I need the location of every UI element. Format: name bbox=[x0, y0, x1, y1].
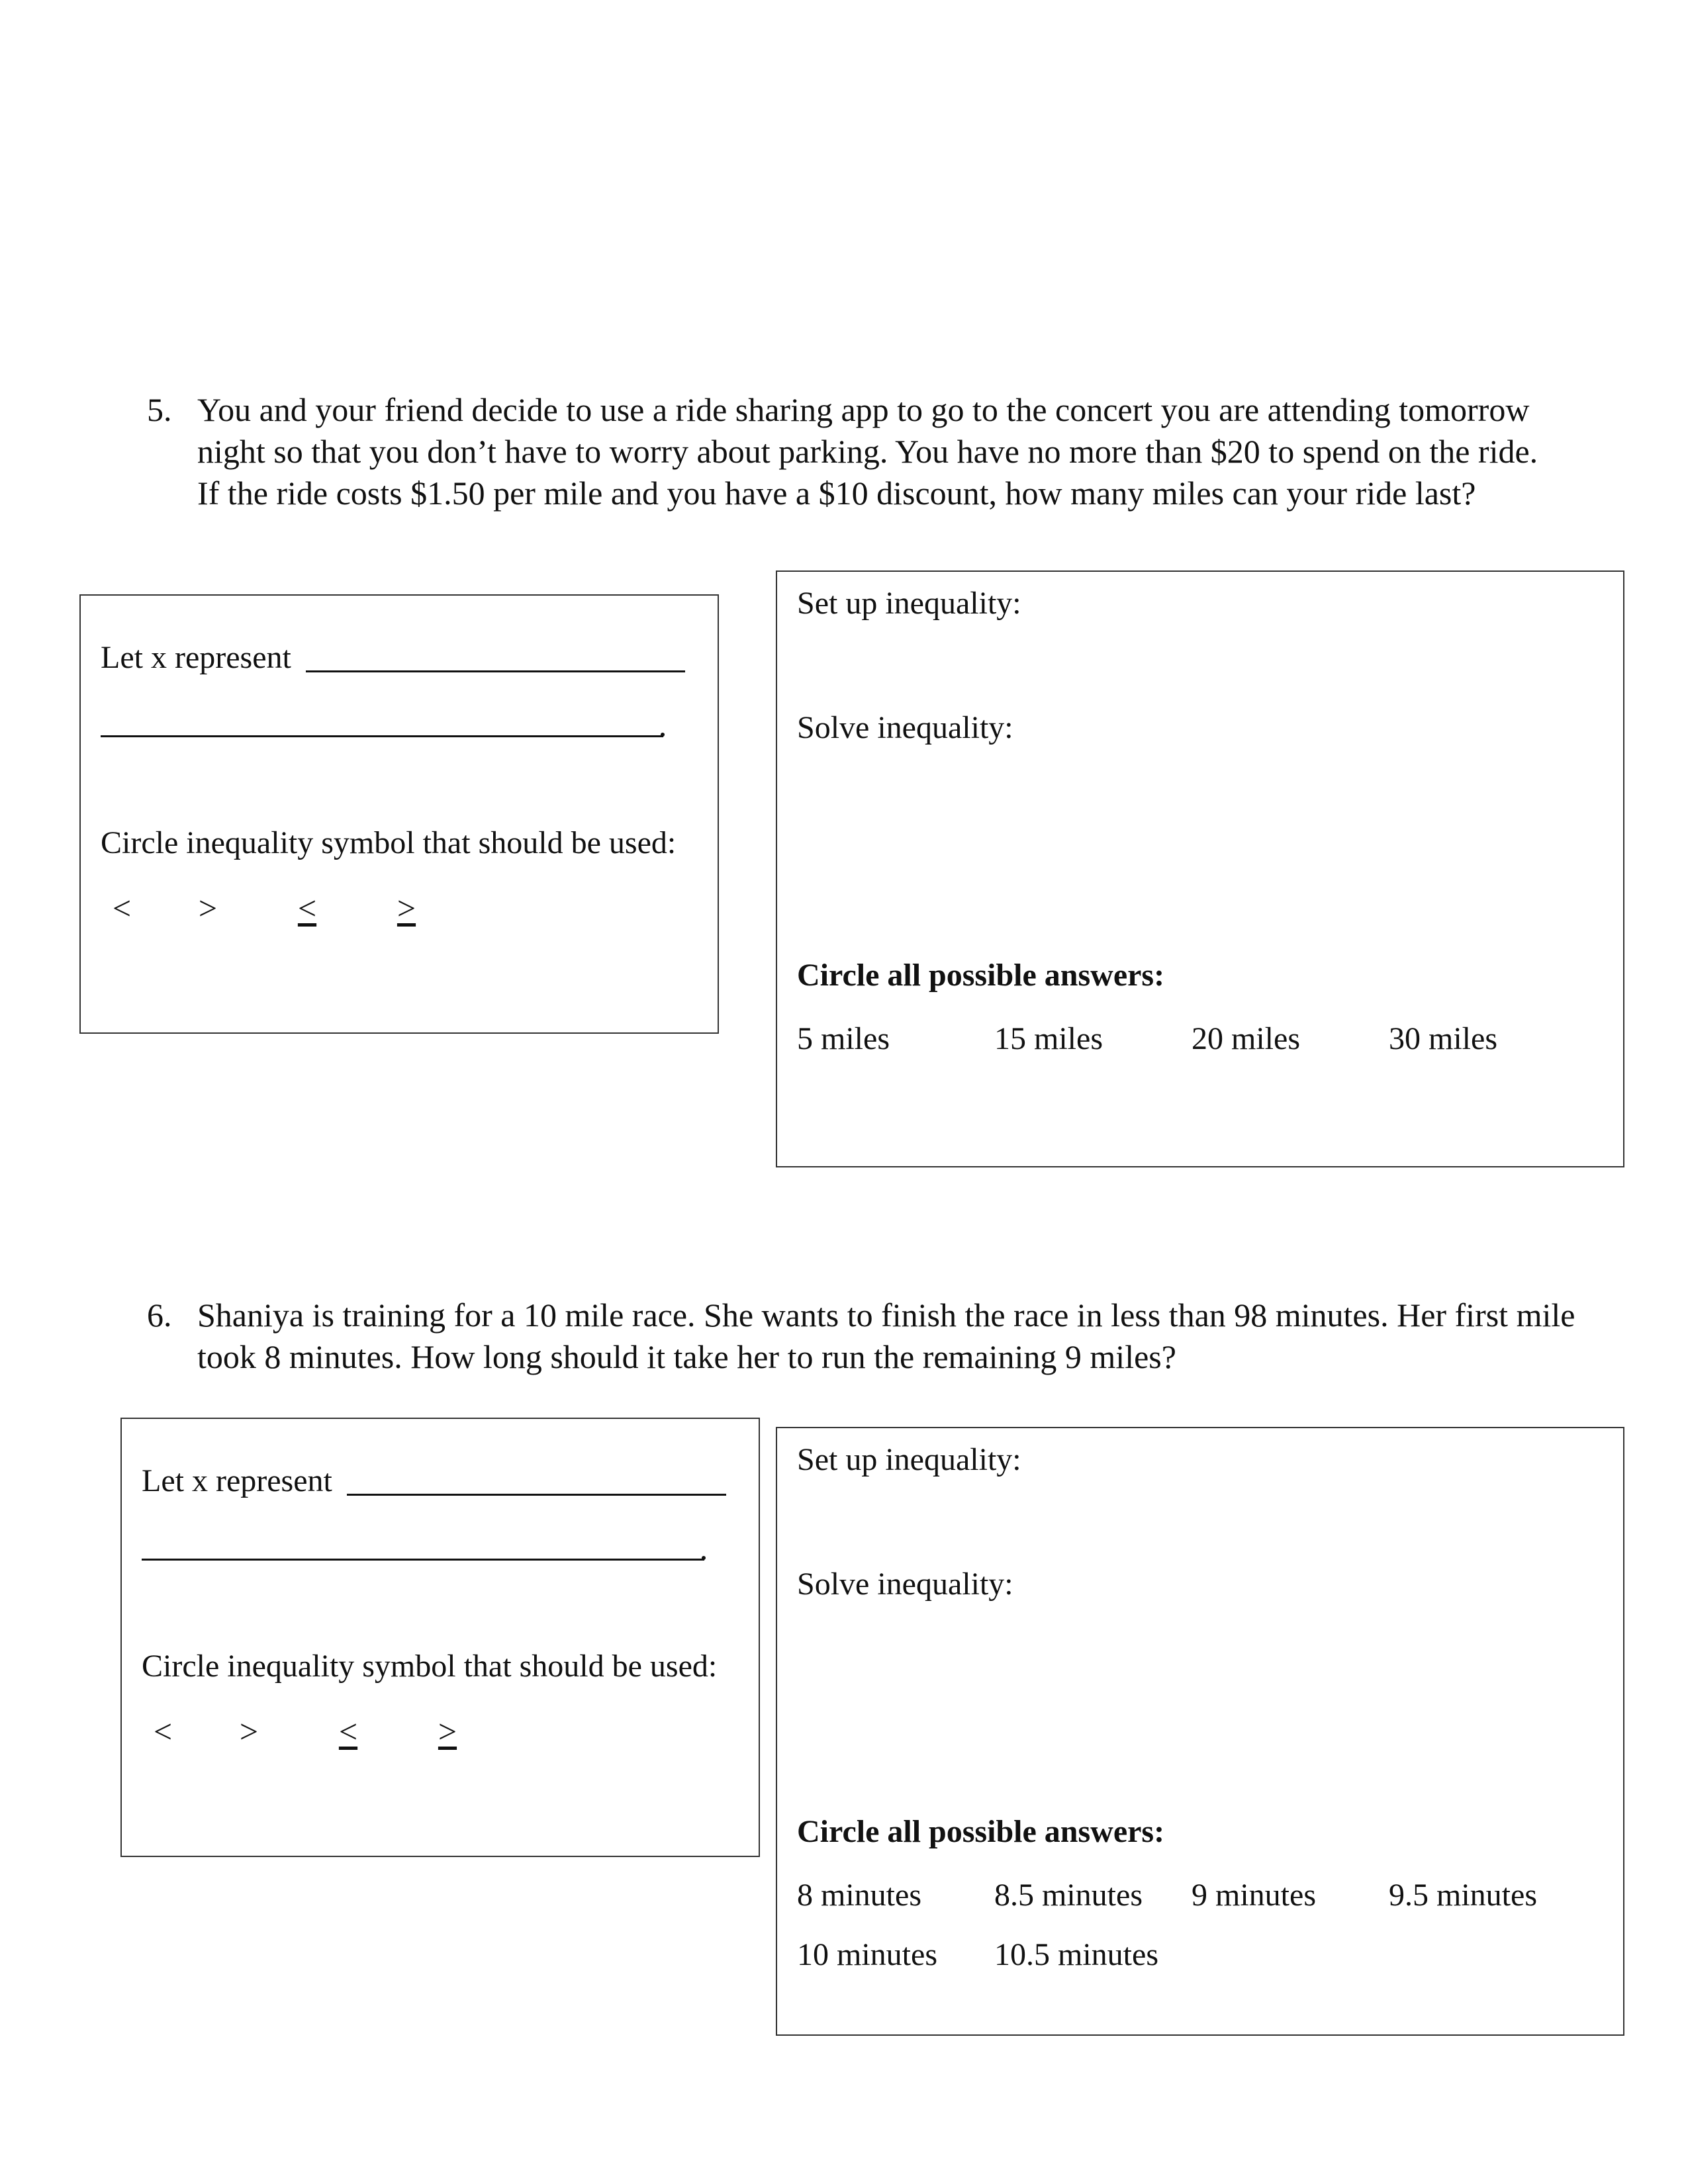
less-than-symbol[interactable]: < bbox=[112, 889, 132, 927]
answer-option[interactable]: 9.5 minutes bbox=[1389, 1878, 1537, 1913]
less-than-or-equal-symbol[interactable]: < bbox=[297, 889, 317, 927]
answer-option[interactable]: 8.5 minutes bbox=[994, 1878, 1143, 1913]
question-6 bbox=[147, 1295, 1581, 1378]
q6-variable-box bbox=[120, 1418, 760, 1857]
period-dot bbox=[702, 1556, 706, 1560]
circle-symbol-label: Circle inequality symbol that should be used: bbox=[142, 1649, 718, 1684]
circle-symbol-label: Circle inequality symbol that should be used: bbox=[101, 825, 677, 860]
period-dot bbox=[661, 733, 665, 737]
answer-line[interactable] bbox=[101, 735, 663, 737]
question-5 bbox=[147, 389, 1554, 514]
answer-option[interactable]: 9 minutes bbox=[1192, 1878, 1316, 1913]
question-text: You and your friend decide to use a ride sharing app to go to the concert you are attending tomorrow night so that you don’t have to worry about parking. You have no more than $20 to spend on the ride. If the ride costs $1.50 per mile and you have a $10 discount, how many miles can your ride last? bbox=[197, 391, 1538, 512]
answer-option[interactable]: 10.5 minutes bbox=[994, 1937, 1158, 1972]
question-number: 5. bbox=[147, 391, 172, 428]
let-x-label: Let x represent bbox=[142, 1463, 332, 1498]
question-text: Shaniya is training for a 10 mile race. She wants to finish the race in less than 98 minutes. Her first mile took 8 minutes. How long should it take her to run the remaining 9 miles? bbox=[197, 1297, 1575, 1375]
answer-line[interactable] bbox=[306, 670, 685, 672]
answer-option[interactable]: 15 miles bbox=[994, 1021, 1103, 1056]
greater-than-or-equal-symbol[interactable]: > bbox=[397, 889, 416, 927]
answer-option[interactable]: 20 miles bbox=[1192, 1021, 1300, 1056]
q5-variable-box bbox=[79, 594, 719, 1034]
answer-option[interactable]: 8 minutes bbox=[797, 1878, 921, 1913]
answer-option[interactable]: 30 miles bbox=[1389, 1021, 1497, 1056]
less-than-symbol[interactable]: < bbox=[153, 1713, 173, 1750]
answers-label: Circle all possible answers: bbox=[797, 1814, 1165, 1849]
answer-option[interactable]: 10 minutes bbox=[797, 1937, 937, 1972]
q6-work-box bbox=[776, 1427, 1624, 2036]
let-x-label: Let x represent bbox=[101, 640, 291, 675]
greater-than-symbol[interactable]: > bbox=[239, 1713, 259, 1750]
answer-option[interactable]: 5 miles bbox=[797, 1021, 890, 1056]
setup-label: Set up inequality: bbox=[797, 1442, 1021, 1477]
solve-label: Solve inequality: bbox=[797, 1567, 1013, 1602]
question-number: 6. bbox=[147, 1297, 172, 1334]
greater-than-symbol[interactable]: > bbox=[198, 889, 218, 927]
q5-work-box bbox=[776, 570, 1624, 1167]
solve-label: Solve inequality: bbox=[797, 710, 1013, 745]
answers-label: Circle all possible answers: bbox=[797, 958, 1165, 993]
answer-line[interactable] bbox=[347, 1494, 726, 1496]
greater-than-or-equal-symbol[interactable]: > bbox=[438, 1713, 457, 1750]
answer-line[interactable] bbox=[142, 1559, 704, 1561]
less-than-or-equal-symbol[interactable]: < bbox=[338, 1713, 358, 1750]
setup-label: Set up inequality: bbox=[797, 586, 1021, 621]
